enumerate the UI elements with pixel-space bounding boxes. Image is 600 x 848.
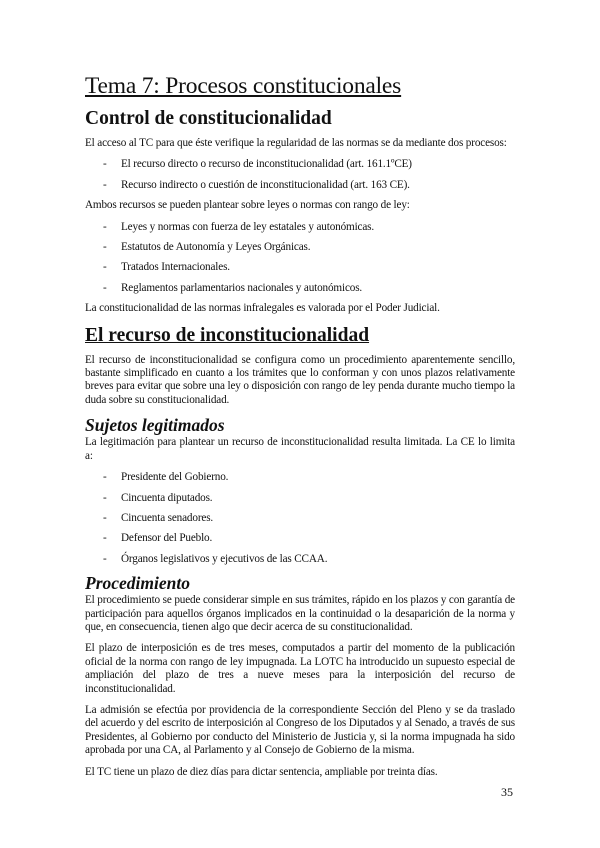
paragraph-procedimiento-3: La admisión se efectúa por providencia de la correspondiente Sección del Pleno y se da traslado del acuerdo y del escrito de interposición al Congreso de los Diputados y al Senado, a través de sus Presidentes, al Gobierno por conducto del Ministerio de Justicia y, si la norma impugnada ha sido aprobada por una CA, al Parlamento y al Consejo de Gobierno de la misma.: [85, 703, 515, 757]
list-item: - Tratados Internacionales.: [103, 261, 230, 274]
list-item: - Estatutos de Autonomía y Leyes Orgánicas.: [103, 241, 311, 254]
list-item: - Defensor del Pueblo.: [103, 532, 213, 545]
paragraph-procedimiento-1: El procedimiento se puede considerar simple en sus trámites, rápido en los plazos y con garantía de participación para aquellos órganos implicados en la continuidad o la desaparición de la norma y que, en consecuencia, tienen algo que decir acerca de su constitucionalidad.: [85, 594, 515, 633]
list-item: - Cincuenta senadores.: [103, 511, 214, 524]
paragraph-infralegal: La constitucionalidad de las normas infralegales es valorada por el Poder Judicial.: [85, 302, 440, 315]
paragraph-sujetos-intro: La legitimación para plantear un recurso de inconstitucionalidad resulta limitada. La CE lo limita a:: [85, 436, 515, 462]
list-item: - El recurso directo o recurso de inconstitucionalidad (art. 161.1ºCE): [103, 158, 412, 171]
list-item: - Presidente del Gobierno.: [103, 471, 229, 484]
paragraph-recurso-intro: El recurso de inconstitucionalidad se configura como un procedimiento aparentemente sencillo, bastante simplificado en cuanto a los trámites que lo conforman y con unos plazos relativamente breves para evitar que sobre una ley o disposición con rango de ley penda durante mucho tiempo la duda sobre su constitucionalidad.: [85, 353, 515, 406]
list-item: - Leyes y normas con fuerza de ley estatales y autonómicas.: [103, 220, 375, 233]
list-processes: [85, 158, 515, 192]
list-sujetos: [85, 471, 515, 566]
list-norms: [85, 221, 515, 296]
subsection-heading-sujetos: Sujetos legitimados: [85, 415, 225, 436]
paragraph-procedimiento-4: El TC tiene un plazo de diez días para dictar sentencia, ampliable por treinta días.: [85, 765, 438, 778]
list-item: - Reglamentos parlamentarios nacionales y autonómicos.: [103, 281, 363, 294]
paragraph-control-intro: El acceso al TC para que éste verifique la regularidad de las normas se da mediante dos procesos:: [85, 137, 507, 149]
section-heading-recurso: El recurso de inconstitucionalidad: [85, 324, 370, 346]
paragraph-norms-intro: Ambos recursos se pueden plantear sobre leyes o normas con rango de ley:: [85, 199, 410, 212]
page-number: 35: [501, 785, 513, 799]
paragraph-procedimiento-2: El plazo de interposición es de tres meses, computados a partir del momento de la publicación oficial de la norma con rango de ley impugnada. La LOTC ha introducido un supuesto especial de ampliación del plazo de tres a nueve meses para la interposición del recurso de inconstitucionalidad.: [85, 642, 515, 695]
page-title: Tema 7: Procesos constitucionales: [85, 73, 402, 99]
list-item: - Recurso indirecto o cuestión de inconstitucionalidad (art. 163 CE).: [103, 178, 410, 191]
subsection-heading-procedimiento: Procedimiento: [85, 573, 190, 594]
list-item: - Cincuenta diputados.: [103, 491, 213, 504]
list-item: - Órganos legislativos y ejecutivos de las CCAA.: [103, 552, 328, 565]
document-page: [85, 72, 515, 787]
section-heading-control: Control de constitucionalidad: [85, 108, 332, 129]
